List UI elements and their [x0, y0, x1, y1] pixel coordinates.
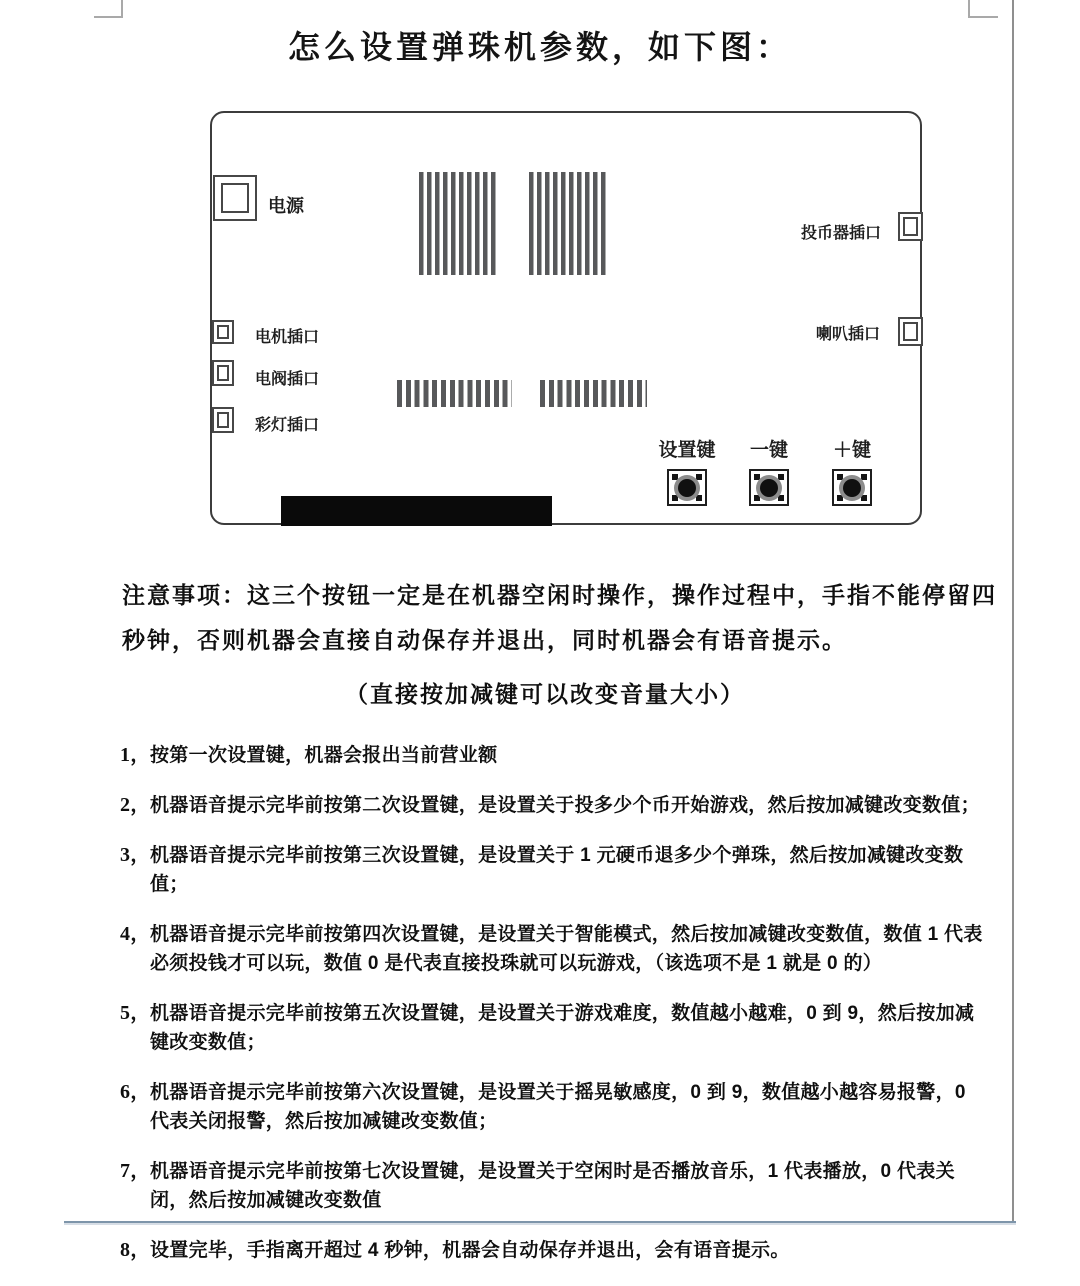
page-border-right: [1012, 0, 1014, 1223]
step-number: 4，: [120, 923, 151, 945]
edge-connector-bar: [281, 496, 552, 526]
step-item-3: [120, 841, 992, 899]
coin-acceptor-socket-inner: [903, 217, 918, 236]
power-socket-inner: [221, 183, 249, 213]
valve-socket-icon: [212, 360, 234, 386]
power-socket-icon: [213, 175, 257, 221]
step-number: 1，: [120, 744, 151, 766]
colored-light-socket-label: 彩灯插口: [255, 417, 320, 434]
colored-light-socket-inner: [217, 412, 229, 428]
circuit-board-diagram: [210, 111, 922, 525]
step-number: 3，: [120, 844, 151, 866]
notice-line-1: 注意事项：这三个按钮一定是在机器空闲时操作，操作过程中，手指不能停留四: [122, 582, 997, 608]
heatsink-block-top-right: [529, 172, 607, 275]
valve-socket-inner: [217, 365, 229, 381]
set-button-label: 设置键: [658, 440, 716, 461]
step-item-5: [120, 999, 992, 1057]
coin-acceptor-socket-icon: [898, 212, 923, 241]
power-label: 电源: [268, 196, 304, 216]
step-number: 6，: [120, 1081, 151, 1103]
step-number: 2，: [120, 794, 151, 816]
step-item-1: [120, 741, 992, 770]
step-text: 机器语音提示完毕前按第五次设置键，是设置关于游戏难度，数值越小越难，0 到 9，然后按加减键改变数值；: [150, 1003, 975, 1053]
page-title: 怎么设置弹珠机参数，如下图：: [287, 29, 792, 65]
step-item-8: [120, 1236, 992, 1265]
step-item-6: [120, 1078, 992, 1136]
motor-socket-icon: [212, 320, 234, 344]
step-item-4: [120, 920, 992, 978]
set-button-icon: [667, 469, 707, 506]
set-button-group: [642, 439, 732, 506]
step-text: 设置完毕，手指离开超过 4 秒钟，机器会自动保存并退出，会有语音提示。: [150, 1240, 790, 1261]
step-text: 机器语音提示完毕前按第四次设置键，是设置关于智能模式，然后按加减键改变数值，数值 1 代表必须投钱才可以玩，数值 0 是代表直接投珠就可以玩游戏，（该选项不是 1 就是 0 的）: [150, 924, 983, 974]
steps-list: [120, 741, 992, 1286]
step-text: 机器语音提示完毕前按第七次设置键，是设置关于空闲时是否播放音乐，1 代表播放，0 代表关闭，然后按加减键改变数值: [150, 1161, 955, 1211]
step-number: 7，: [120, 1160, 151, 1182]
step-number: 5，: [120, 1002, 151, 1024]
speaker-socket-inner: [903, 322, 918, 341]
step-number: 8，: [120, 1239, 151, 1261]
plus-button-group: [807, 439, 897, 506]
connector-strip-lower-left: [397, 380, 512, 407]
heatsink-block-top-left: [419, 172, 497, 275]
plus-button-label: ＋键: [832, 440, 871, 461]
minus-button-icon: [749, 469, 789, 506]
margin-mark-top-left-icon: [94, 0, 123, 18]
volume-hint: （直接按加减键可以改变音量大小）: [345, 681, 745, 707]
margin-mark-top-right-icon: [968, 0, 998, 18]
coin-acceptor-label: 投币器插口: [800, 225, 881, 242]
motor-socket-inner: [217, 325, 229, 339]
step-item-2: [120, 791, 992, 820]
speaker-socket-icon: [898, 317, 923, 346]
step-text: 机器语音提示完毕前按第六次设置键，是设置关于摇晃敏感度，0 到 9，数值越小越容易报警，0 代表关闭报警，然后按加减键改变数值；: [150, 1082, 966, 1132]
colored-light-socket-icon: [212, 407, 234, 433]
minus-button-group: [724, 439, 814, 506]
notice-line-2: 秒钟，否则机器会直接自动保存并退出，同时机器会有语音提示。: [122, 627, 847, 653]
minus-button-label: 一键: [749, 440, 788, 461]
step-text: 机器语音提示完毕前按第三次设置键，是设置关于 1 元硬币退多少个弹珠，然后按加减键改变数值；: [150, 845, 964, 895]
motor-socket-label: 电机插口: [255, 329, 320, 346]
speaker-socket-label: 喇叭插口: [815, 326, 880, 343]
plus-button-icon: [832, 469, 872, 506]
step-text: 按第一次设置键，机器会报出当前营业额: [150, 745, 498, 766]
step-text: 机器语音提示完毕前按第二次设置键，是设置关于投多少个币开始游戏，然后按加减键改变数值；: [150, 795, 980, 816]
connector-strip-lower-right: [540, 380, 647, 407]
valve-socket-label: 电阀插口: [255, 371, 320, 388]
step-item-7: [120, 1157, 992, 1215]
